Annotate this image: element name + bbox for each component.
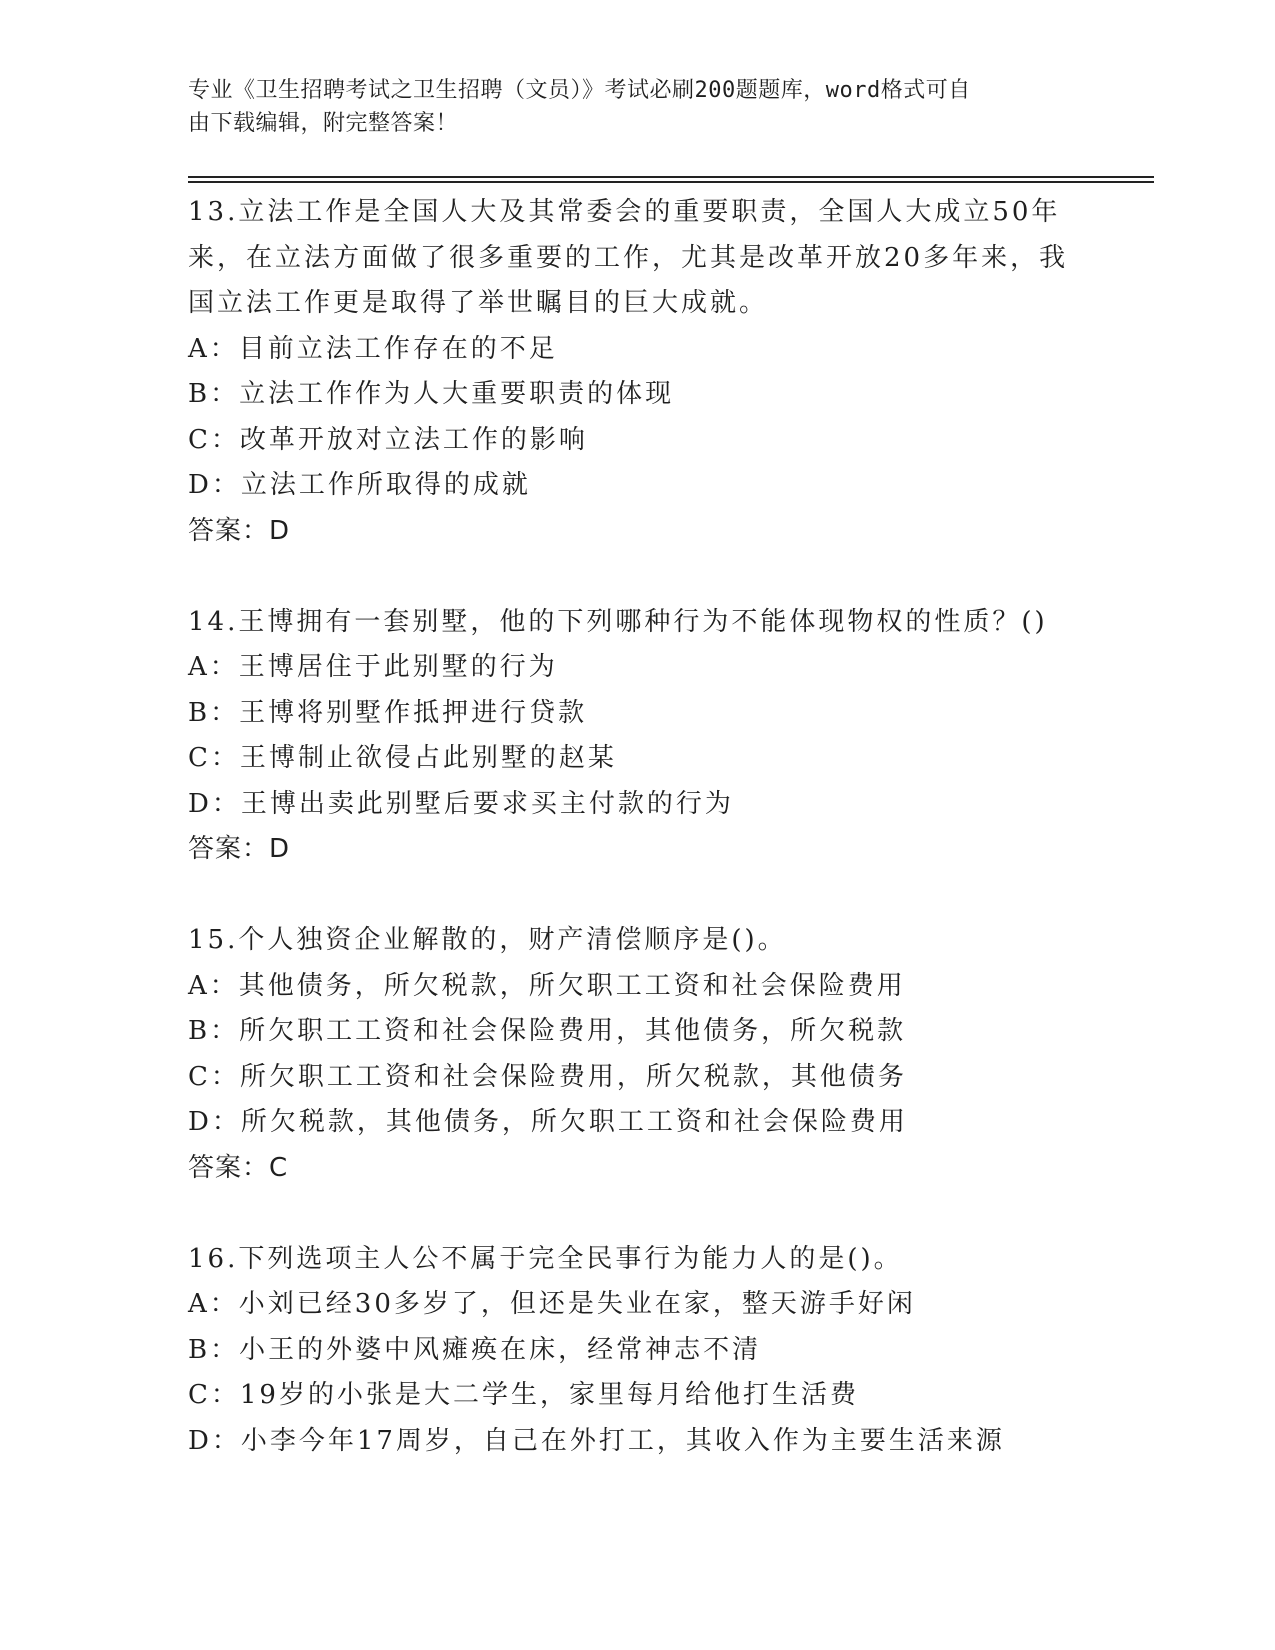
question-15 (188, 918, 1088, 1191)
header-line-2: 由下载编辑，附完整答案！ (188, 111, 459, 136)
question-stem-line: 15.个人独资企业解散的，财产清偿顺序是()。 (188, 925, 787, 955)
question-stem-line: 14.王博拥有一套别墅，他的下列哪种行为不能体现物权的性质？() (188, 606, 1048, 637)
question-16 (188, 1237, 1088, 1465)
question-list (188, 190, 1088, 1464)
option-c: C：19岁的小张是大二学生，家里每月给他打生活费 (188, 1380, 859, 1410)
option-b: B：王博将别墅作抵押进行贷款 (188, 697, 588, 728)
option-d: D：立法工作所取得的成就 (188, 470, 531, 500)
question-stem-line: 13.立法工作是全国人大及其常委会的重要职责，全国人大成立50年 (188, 197, 1061, 227)
question-stem-line: 16.下列选项主人公不属于完全民事行为能力人的是()。 (188, 1243, 903, 1274)
header-divider-top (188, 176, 1154, 178)
header-line-1: 专业《卫生招聘考试之卫生招聘（文员）》考试必刷200题题库，word格式可自 (188, 78, 971, 103)
option-c: C：所欠职工工资和社会保险费用，所欠税款，其他债务 (188, 1061, 907, 1092)
document-header (188, 74, 1068, 140)
question-13 (188, 190, 1088, 554)
option-b: B：所欠职工工资和社会保险费用，其他债务，所欠税款 (188, 1016, 907, 1046)
option-b: B：小王的外婆中风瘫痪在床，经常神志不清 (188, 1334, 762, 1365)
option-a: A：王博居住于此别墅的行为 (188, 652, 558, 682)
option-a: A：小刘已经30多岁了，但还是失业在家，整天游手好闲 (188, 1289, 916, 1319)
question-stem-line: 来，在立法方面做了很多重要的工作，尤其是改革开放20多年来，我 (188, 242, 1069, 273)
header-divider-bottom (188, 181, 1154, 183)
question-stem-line: 国立法工作更是取得了举世瞩目的巨大成就。 (188, 288, 769, 318)
option-a: A：其他债务，所欠税款，所欠职工工资和社会保险费用 (188, 970, 906, 1001)
option-d: D：所欠税款，其他债务，所欠职工工资和社会保险费用 (188, 1107, 908, 1137)
option-d: D：王博出卖此别墅后要求买主付款的行为 (188, 788, 734, 819)
question-14 (188, 600, 1088, 873)
option-a: A：目前立法工作存在的不足 (188, 333, 558, 364)
answer-label: 答案：D (188, 834, 291, 864)
option-b: B：立法工作作为人大重要职责的体现 (188, 379, 675, 409)
option-c: C：王博制止欲侵占此别墅的赵某 (188, 743, 617, 773)
answer-label: 答案：D (188, 515, 291, 546)
option-d: D：小李今年17周岁，自己在外打工，其收入作为主要生活来源 (188, 1425, 1005, 1456)
option-c: C：改革开放对立法工作的影响 (188, 424, 588, 455)
answer-label: 答案：C (188, 1152, 289, 1183)
